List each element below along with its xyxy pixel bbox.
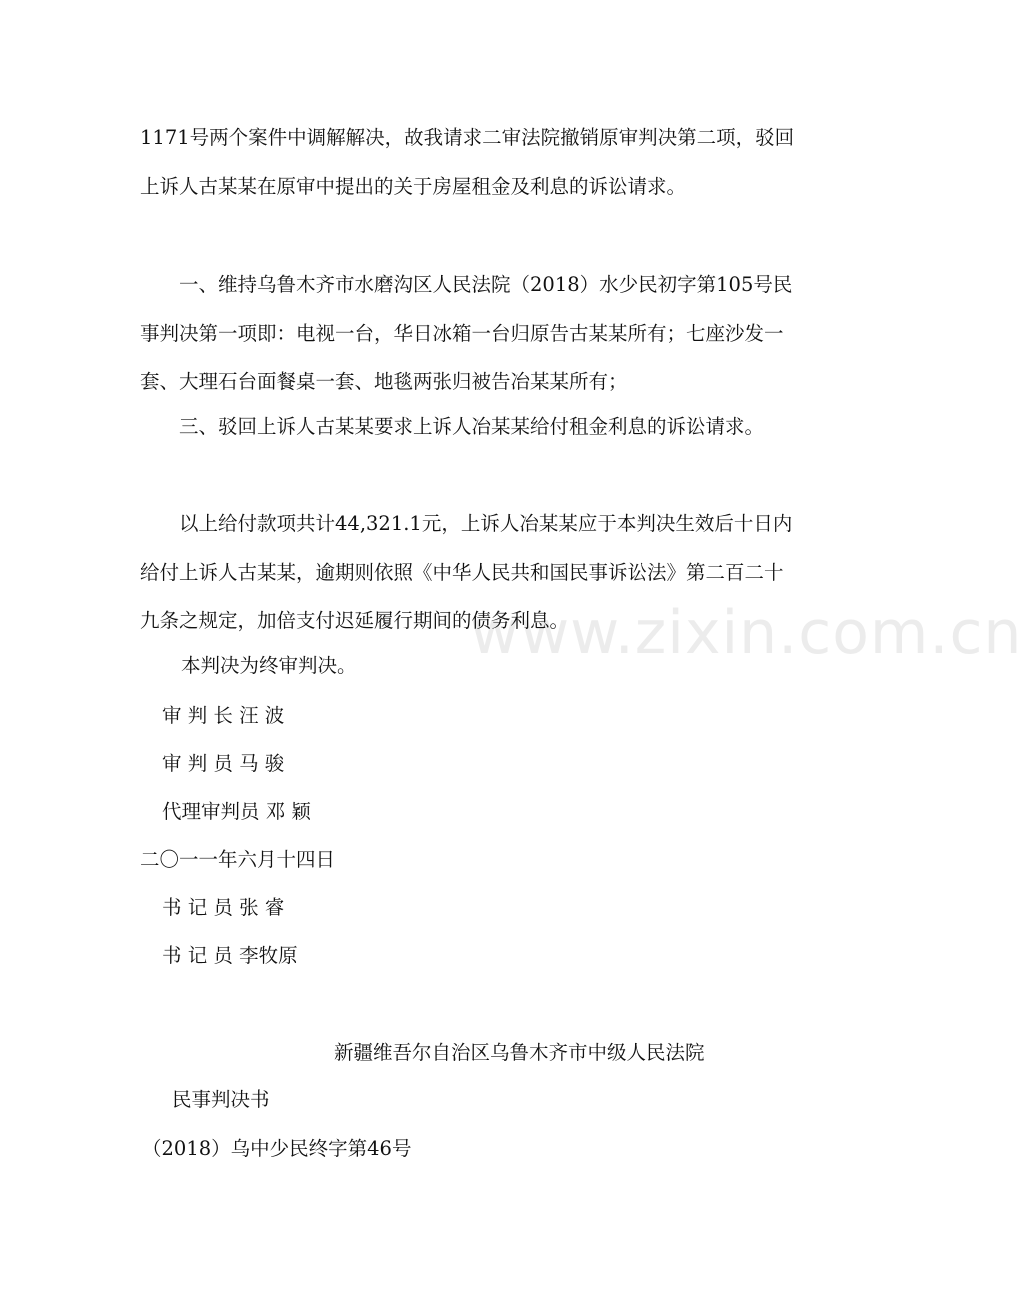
signature-judge: 审 判 员 马 骏 [162,752,285,775]
signature-presiding-judge: 审 判 长 汪 波 [162,704,285,727]
court-name: 新疆维吾尔自治区乌鲁木齐市中级人民法院 [334,1041,705,1064]
paragraph-appeal-request: 1171号两个案件中调解解决，故我请求二审法院撤销原审判决第二项，驳回上诉人古某某在原审中提出的关于房屋租金及利息的诉讼请求。 [140,126,795,198]
final-statement: 本判决为终审判决。 [181,654,357,677]
signature-clerk-1: 书 记 员 张 睿 [162,896,285,919]
paragraph-judgment-item-3: 三、驳回上诉人古某某要求上诉人冶某某给付租金利息的诉讼请求。 [140,415,765,438]
watermark: www.zixin.com.cn [470,598,1022,668]
judgment-date: 二〇一一年六月十四日 [140,848,336,871]
document-type: 民事判决书 [172,1088,270,1111]
case-number: （2018）乌中少民终字第46号 [142,1137,412,1160]
paragraph-payment-terms: 以上给付款项共计44,321.1元，上诉人冶某某应于本判决生效后十日内给付上诉人古某某，逾期则依照《中华人民共和国民事诉讼法》第二百二十九条之规定，加倍支付迟延履行期间的债务利息。 [140,512,793,632]
paragraph-judgment-item-1: 一、维持乌鲁木齐市水磨沟区人民法院（2018）水少民初字第105号民事判决第一项即：电视一台，华日冰箱一台归原告古某某所有；七座沙发一套、大理石台面餐桌一套、地毯两张归被告冶某某所有； [140,273,793,393]
signature-acting-judge: 代理审判员 邓 颖 [162,800,311,823]
signature-clerk-2: 书 记 员 李牧原 [162,944,298,967]
